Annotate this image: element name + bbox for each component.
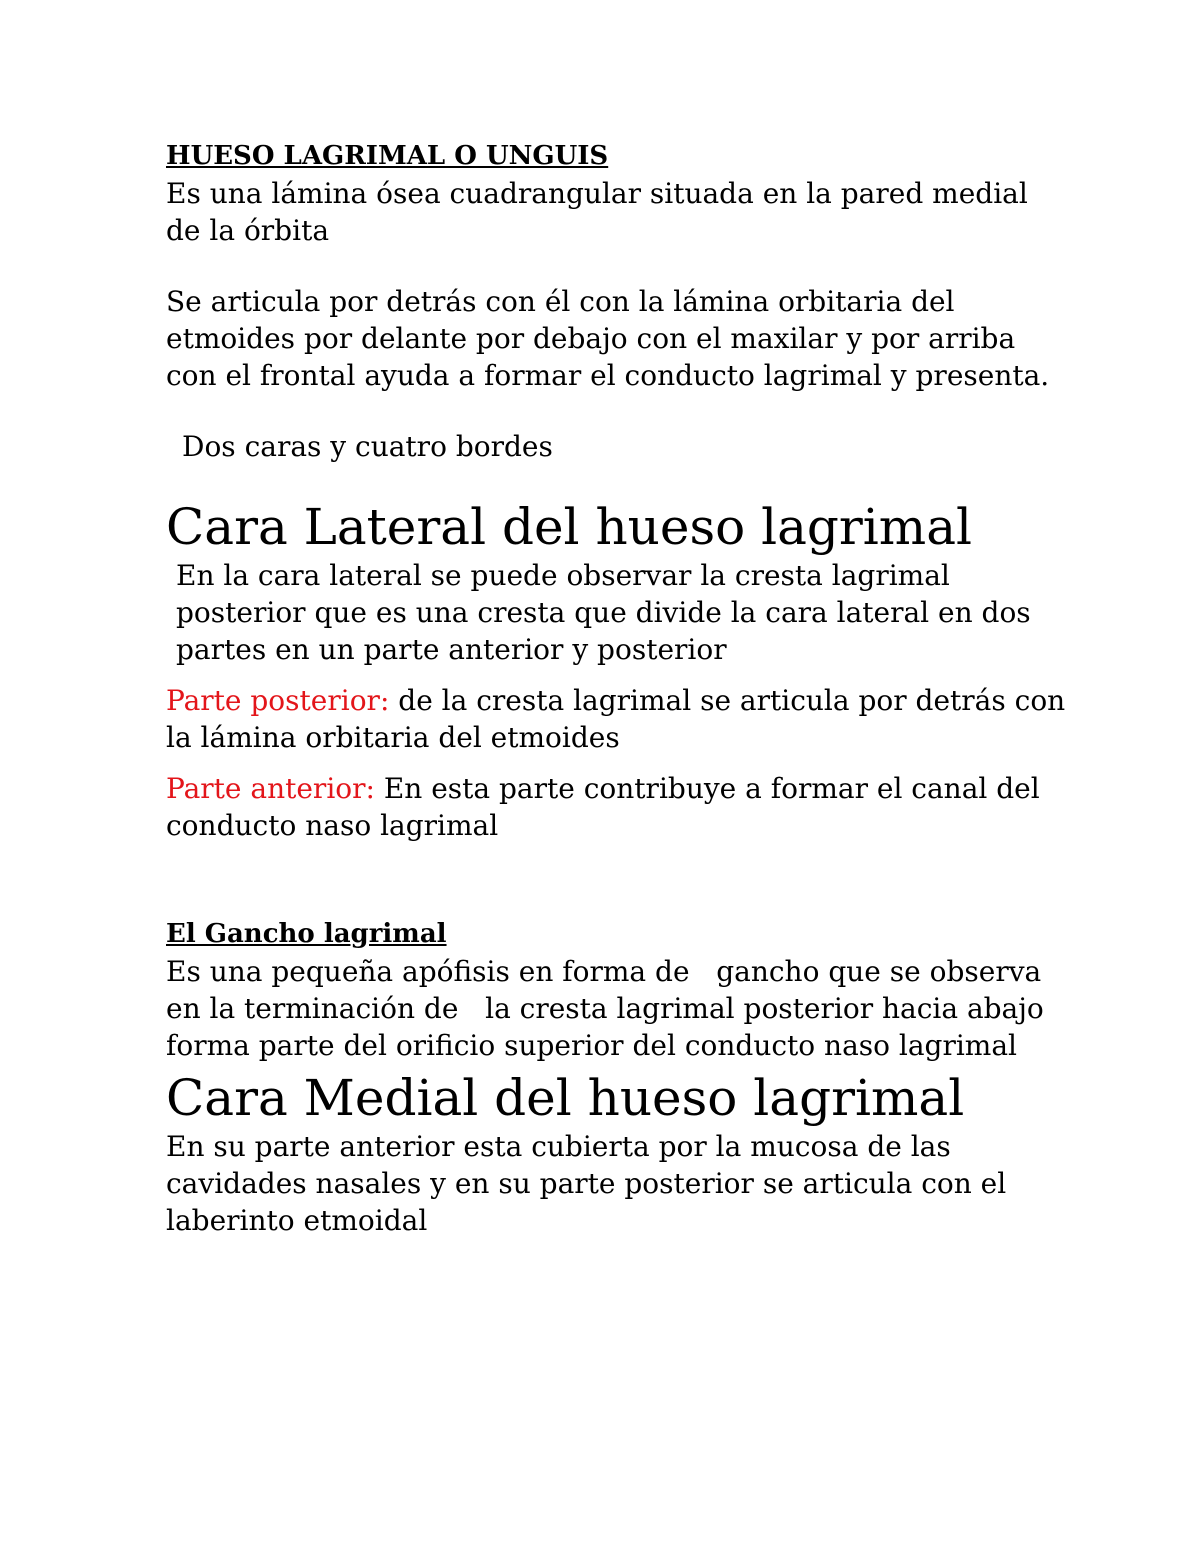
section-title-gancho-lagrimal: El Gancho lagrimal [166,919,447,949]
paragraph-caras-bordes: Dos caras y cuatro bordes [182,430,553,463]
paragraph-cara-lateral [166,557,1066,668]
paragraph-gancho-lagrimal: Es una pequeña apófisis en forma de gancho que se observa en la terminación de la cresta lagrimal posterior hacia abajo forma parte del orificio superior del conducto naso lagrimal [166,955,1053,1062]
paragraph-cara-medial: En su parte anterior esta cubierta por la mucosa de las cavidades nasales y en su parte posterior se articula con el laberinto etmoidal [166,1130,1007,1237]
heading-cara-lateral: Cara Lateral del hueso lagrimal [166,498,973,556]
heading-cara-medial: Cara Medial del hueso lagrimal [166,1069,965,1127]
paragraph-parte-posterior [166,682,1066,756]
label-parte-anterior: Parte anterior: [166,772,375,805]
text-parte-anterior: En esta parte contribuye a formar el canal del conducto naso lagrimal [166,772,1040,842]
paragraph-parte-anterior [166,770,1066,844]
document-page [166,138,1066,1239]
paragraph-definition: Es una lámina ósea cuadrangular situada en la pared medial de la órbita [166,177,1028,247]
paragraph-articulations: Se articula por detrás con él con la lámina orbitaria del etmoides por delante por debajo con el maxilar y por arriba con el frontal ayuda a formar el conducto lagrimal y presenta. [166,285,1050,392]
section-title-hueso-lagrimal: HUESO LAGRIMAL O UNGUIS [166,141,609,171]
cara-lateral-text: En la cara lateral se puede observar la cresta lagrimal posterior que es una cresta que divide la cara lateral en dos partes en un parte anterior y posterior [176,559,1031,666]
label-parte-posterior: Parte posterior: [166,684,390,717]
text-parte-posterior: de la cresta lagrimal se articula por detrás con la lámina orbitaria del etmoides [166,684,1066,754]
